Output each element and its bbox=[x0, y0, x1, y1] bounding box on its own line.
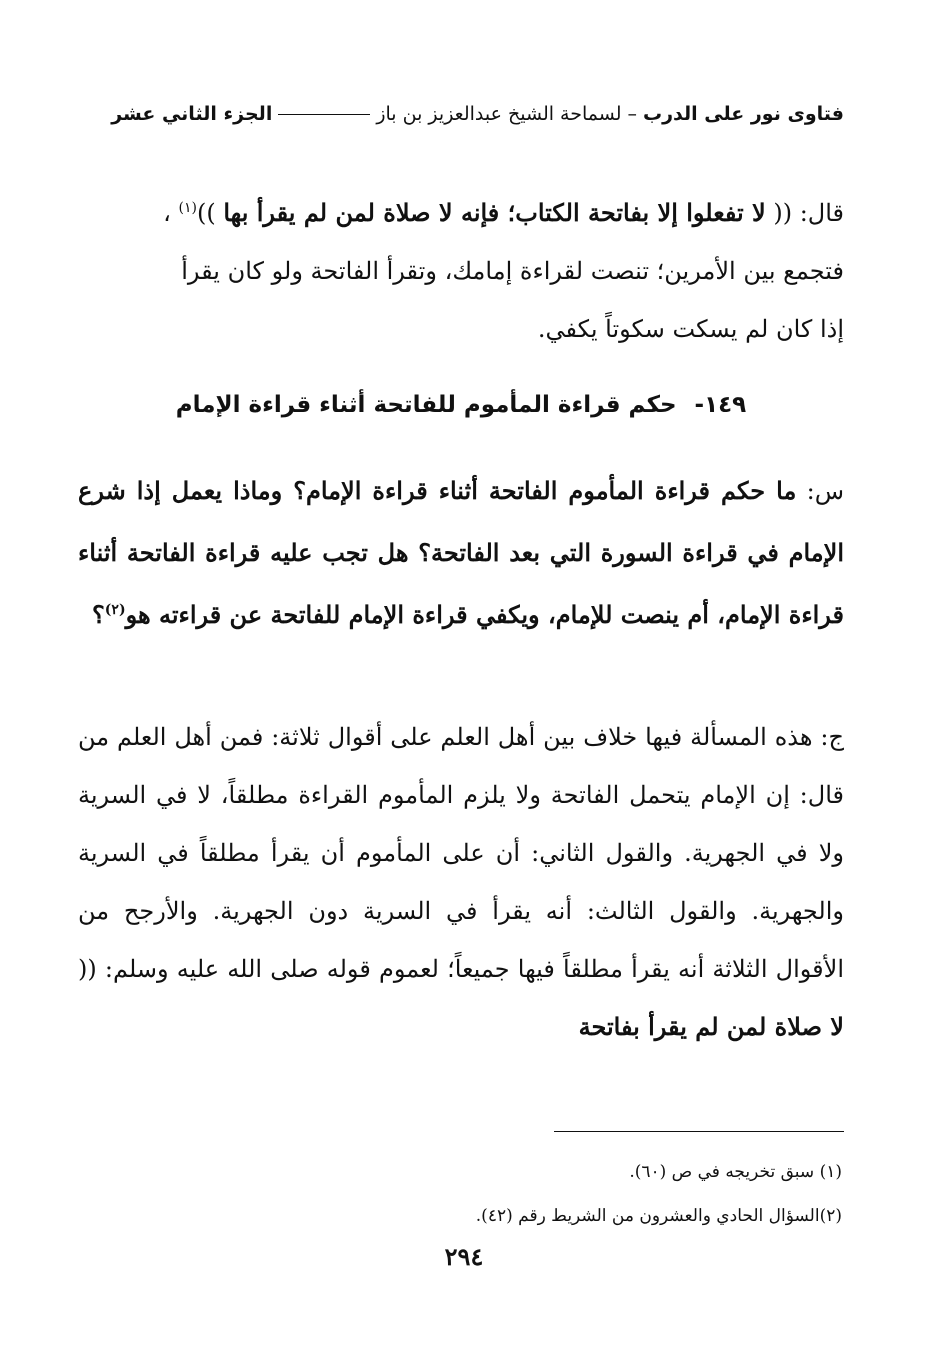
answer-text: ج: هذه المسألة فيها خلاف بين أهل العلم على أقوال ثلاثة: فمن أهل العلم من قال: إن الإمام يتحمل الفاتحة ولا يلزم المأموم القراءة مطلقاً، لا في السرية ولا في الجهرية. والقول الثاني: أن على المأموم أن يقرأ مطلقاً في السرية والجهرية. والقول الثالث: أنه يقرأ في السرية دون الجهرية. والأرجح من الأقوال الثلاثة أنه يقرأ مطلقاً فيها جميعاً؛ لعموم قوله صلى الله عليه وسلم: (( bbox=[78, 723, 844, 983]
running-header bbox=[78, 94, 844, 134]
footnote-ref-2: (٢) bbox=[104, 602, 126, 618]
footnotes bbox=[78, 1150, 844, 1238]
section-heading bbox=[78, 392, 844, 418]
header-author: لسماحة الشيخ عبدالعزيز بن باز bbox=[376, 103, 622, 125]
top-line-1-lead: قال: (( bbox=[765, 199, 844, 227]
hadith-quote: لا تفعلوا إلا بفاتحة الكتاب؛ فإنه لا صلاة لمن لم يقرأ بها bbox=[223, 198, 766, 227]
top-paragraph bbox=[78, 184, 844, 358]
question-text: ما حكم قراءة المأموم الفاتحة أثناء قراءة الإمام؟ وماذا يعمل إذا شرع الإمام في قراءة السورة التي بعد الفاتحة؟ هل تجب عليه قراءة الفاتحة أثناء قراءة الإمام، أم ينصت للإمام، ويكفي قراءة الإمام للفاتحة عن قراءته هو bbox=[78, 476, 844, 629]
header-separator: – bbox=[627, 103, 637, 125]
section-number: ١٤٩- bbox=[694, 392, 747, 418]
top-line-1-tail: ، bbox=[163, 199, 179, 227]
header-book-title: فتاوى نور على الدرب bbox=[643, 103, 844, 125]
footnote-2: (٢)السؤال الحادي والعشرون من الشريط رقم (٤٢). bbox=[475, 1206, 842, 1226]
footnote-divider bbox=[554, 1131, 844, 1132]
quote-close: )) bbox=[196, 199, 224, 227]
question-end: ؟ bbox=[92, 600, 105, 629]
section-title: حكم قراءة المأموم للفاتحة أثناء قراءة الإمام bbox=[175, 392, 677, 418]
top-line-1 bbox=[78, 184, 844, 242]
top-line-3: إذا كان لم يسكت سكوتاً يكفي. bbox=[537, 315, 844, 343]
question-label: س: bbox=[796, 477, 844, 505]
answer-paragraph bbox=[78, 708, 844, 1056]
footnote-ref-1: (١) bbox=[178, 200, 197, 216]
page-number: ٢٩٤ bbox=[444, 1242, 484, 1271]
footnote-1: (١) سبق تخريجه في ص (٦٠). bbox=[629, 1162, 842, 1182]
header-rule bbox=[278, 114, 370, 115]
question-paragraph bbox=[78, 460, 844, 646]
header-volume: الجزء الثاني عشر bbox=[111, 103, 273, 125]
top-line-2: فتجمع بين الأمرين؛ تنصت لقراءة إمامك، وتقرأ الفاتحة ولو كان يقرأ bbox=[181, 257, 844, 285]
answer-hadith-quote: لا صلاة لمن لم يقرأ بفاتحة bbox=[578, 1012, 844, 1041]
